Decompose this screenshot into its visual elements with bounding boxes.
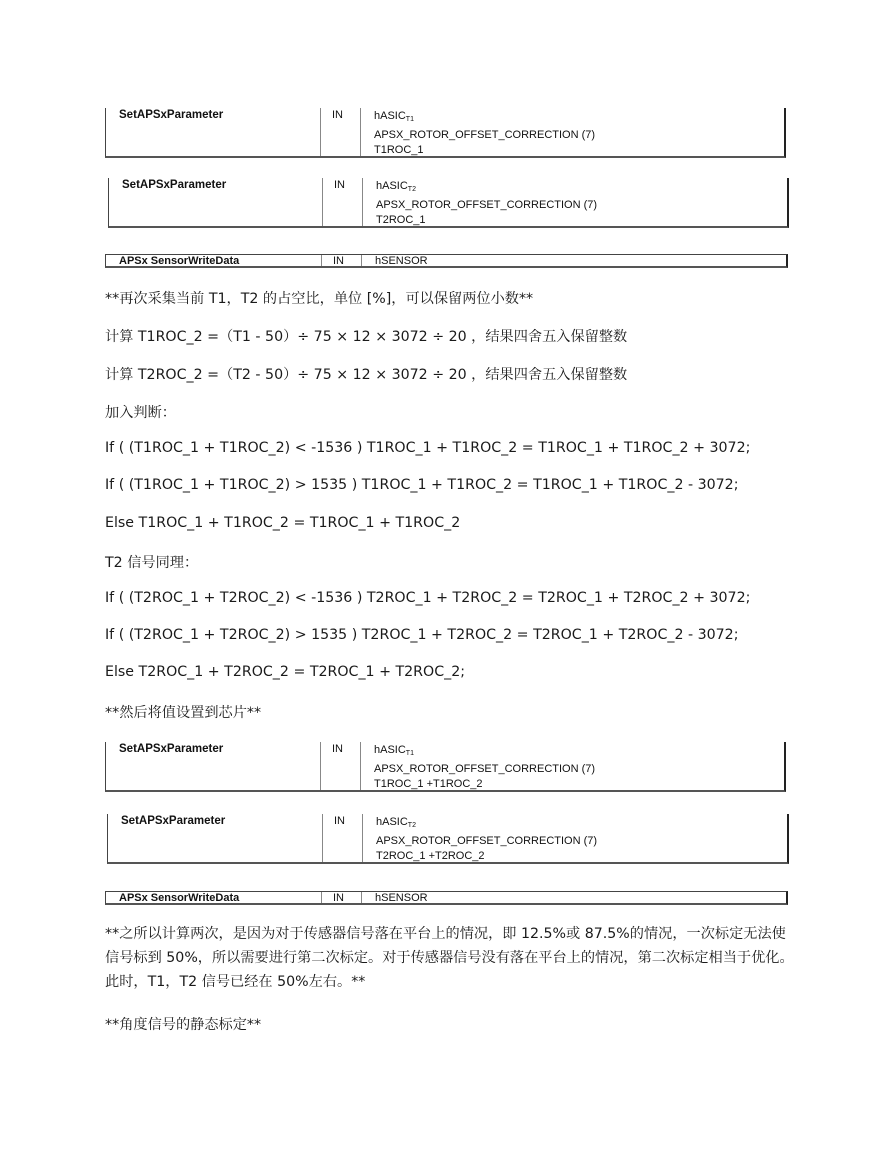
formula-t2roc2: 计算 T2ROC_2 =（T2 - 50）÷ 75 × 12 × 3072 ÷ 20 ，结果四舍五入保留整数 xyxy=(105,367,628,383)
parameter-list xyxy=(374,109,595,159)
explanation-paragraph: **之所以计算两次，是因为对于传感器信号落在平台上的情况，即 12.5%或 87.5%的情况，一次标定无法使信号标到 50%，所以需要进行第二次标定。对于传感器信号没有落在平台上的情况，第二次标定相当于优化。此时，T1，T2 信号已经在 50%左右。** xyxy=(105,926,794,990)
param-handle: hSENSOR xyxy=(375,892,428,904)
command-table-set-t1-sum xyxy=(105,742,786,792)
t2-condition-else: Else T2ROC_1 + T2ROC_2 = T2ROC_1 + T2ROC_2; xyxy=(105,664,466,680)
param-value: T1ROC_1 xyxy=(374,144,424,156)
formula-t1roc2: 计算 T1ROC_2 =（T1 - 50）÷ 75 × 12 × 3072 ÷ 20 ，结果四舍五入保留整数 xyxy=(105,329,628,345)
command-table-sensor-write xyxy=(105,254,788,268)
command-name-cell xyxy=(106,892,322,903)
t1-condition-high: If ( (T1ROC_1 + T1ROC_2) > 1535 ) T1ROC_1 + T1ROC_2 = T1ROC_1 + T1ROC_2 - 3072; xyxy=(105,477,739,493)
parameter-list xyxy=(374,743,595,793)
command-table-sensor-write-2 xyxy=(105,891,788,905)
command-name: APSx SensorWriteData xyxy=(119,255,240,267)
param-mode: APSX_ROTOR_OFFSET_CORRECTION (7) xyxy=(376,198,598,211)
t2-condition-low: If ( (T2ROC_1 + T2ROC_2) < -1536 ) T2ROC_1 + T2ROC_2 = T2ROC_1 + T2ROC_2 + 3072; xyxy=(105,590,751,606)
param-mode: APSX_ROTOR_OFFSET_CORRECTION (7) xyxy=(374,128,596,141)
heading-set-chip: **然后将值设置到芯片** xyxy=(105,705,262,721)
command-name-cell xyxy=(108,814,323,862)
param-handle: hASIC$_{T1}$ xyxy=(374,110,414,123)
direction-cell xyxy=(322,814,363,862)
command-name: SetAPSxParameter xyxy=(121,815,226,827)
command-name: SetAPSxParameter xyxy=(122,179,227,191)
heading-static-calibration: **角度信号的静态标定** xyxy=(105,1017,262,1033)
command-name: SetAPSxParameter xyxy=(119,743,224,755)
heading-resample: **再次采集当前 T1，T2 的占空比，单位 [%]，可以保留两位小数** xyxy=(105,291,534,307)
param-value: T1ROC_1 +T1ROC_2 xyxy=(374,778,483,790)
param-handle: hASIC$_{T2}$ xyxy=(376,816,416,829)
t2-condition-high: If ( (T2ROC_1 + T2ROC_2) > 1535 ) T2ROC_1 + T2ROC_2 = T2ROC_1 + T2ROC_2 - 3072; xyxy=(105,627,739,643)
direction-label: IN xyxy=(333,892,344,904)
command-name-cell xyxy=(106,742,321,790)
direction-cell xyxy=(321,255,362,266)
direction-label: IN xyxy=(334,815,345,827)
param-value: T2ROC_1 xyxy=(376,214,426,226)
parameter-list xyxy=(375,892,428,905)
t2-same-label: T2 信号同理： xyxy=(105,555,199,571)
command-table-set-t1-roc1 xyxy=(105,108,786,158)
direction-label: IN xyxy=(333,255,344,267)
param-value: T2ROC_1 +T2ROC_2 xyxy=(376,850,485,862)
command-name-cell xyxy=(109,178,323,226)
direction-label: IN xyxy=(334,179,345,191)
param-mode: APSX_ROTOR_OFFSET_CORRECTION (7) xyxy=(376,834,598,847)
parameter-list xyxy=(376,179,597,229)
command-name-cell xyxy=(106,108,321,156)
command-name: APSx SensorWriteData xyxy=(119,892,240,904)
parameter-list xyxy=(375,255,428,268)
param-handle: hASIC$_{T1}$ xyxy=(374,744,414,757)
t1-condition-else: Else T1ROC_1 + T1ROC_2 = T1ROC_1 + T1ROC_2 xyxy=(105,515,461,531)
direction-cell xyxy=(320,742,361,790)
command-table-set-t2-roc1 xyxy=(108,178,789,228)
direction-label: IN xyxy=(332,743,343,755)
command-name: SetAPSxParameter xyxy=(119,109,224,121)
param-handle: hSENSOR xyxy=(375,255,428,267)
direction-label: IN xyxy=(332,109,343,121)
param-handle: hASIC$_{T2}$ xyxy=(376,180,416,193)
command-name-cell xyxy=(106,255,322,266)
direction-cell xyxy=(322,178,363,226)
judge-label: 加入判断： xyxy=(105,405,176,421)
direction-cell xyxy=(320,108,361,156)
t1-condition-low: If ( (T1ROC_1 + T1ROC_2) < -1536 ) T1ROC_1 + T1ROC_2 = T1ROC_1 + T1ROC_2 + 3072; xyxy=(105,440,751,456)
direction-cell xyxy=(321,892,362,903)
param-mode: APSX_ROTOR_OFFSET_CORRECTION (7) xyxy=(374,762,596,775)
parameter-list xyxy=(376,815,597,865)
command-table-set-t2-sum xyxy=(107,814,789,864)
